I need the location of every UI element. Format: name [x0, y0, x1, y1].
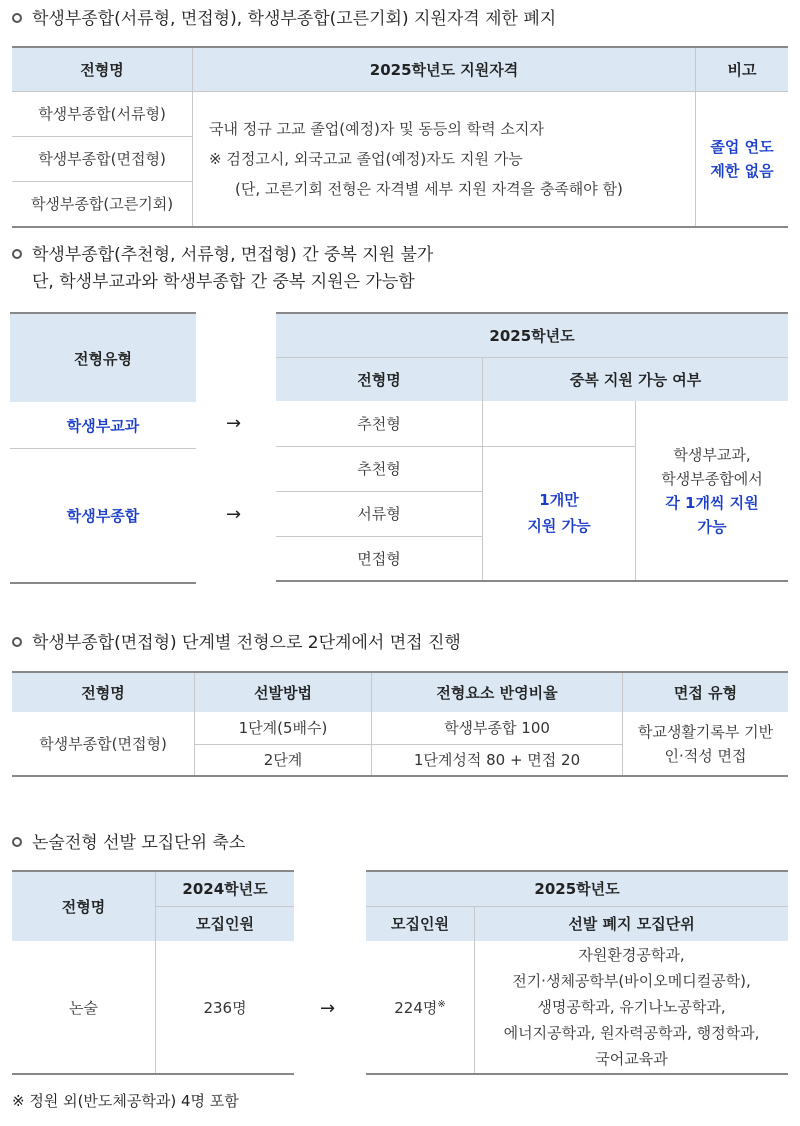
qualification-cell: 국내 정규 고교 졸업(예정)자 및 동등의 학력 소지자 ※ 검정고시, 외국고교 졸업(예정)자도 지원 가능 (단, 고른기회 전형은 자격별 세부 지원 자격을 충족해야 함)	[193, 91, 696, 227]
table-cell: 학생부종합(고른기회)	[12, 181, 193, 227]
arrow-right-icon: →	[226, 504, 242, 525]
arrow-right-icon: →	[320, 998, 336, 1019]
essay-2024-table	[12, 870, 294, 1075]
footnote: ※ 정원 외(반도체공학과) 4명 포함	[12, 1092, 239, 1110]
type-cell: 학생부종합	[10, 449, 196, 584]
table-cell: 224명※	[366, 941, 475, 1074]
table-cell: 학생부종합(면접형)	[12, 136, 193, 181]
header-cell: 전형명	[12, 47, 193, 91]
circle-bullet-icon	[12, 249, 22, 259]
header-cell: 2025학년도 지원자격	[193, 47, 696, 91]
table-cell: 논술	[12, 941, 156, 1074]
section-2-heading: 학생부종합(추천형, 서류형, 면접형) 간 중복 지원 불가 단, 학생부교과와 학생부종합 간 중복 지원은 가능함	[12, 242, 800, 296]
duplicate-table	[276, 312, 788, 582]
header-cell: 모집인원	[156, 906, 295, 941]
header-cell: 전형명	[12, 871, 156, 941]
section-4-heading: 논술전형 선발 모집단위 축소	[12, 830, 800, 857]
type-cell: 학생부교과	[10, 402, 196, 449]
each-cell: 학생부교과, 학생부종합에서 각 1개씩 지원 가능	[661, 445, 763, 536]
section-1	[0, 6, 800, 33]
header-cell: 2025학년도	[366, 871, 788, 906]
interview-cell: 학교생활기록부 기반 인·적성 면접	[637, 722, 774, 765]
header-cell: 2025학년도	[276, 313, 788, 357]
section-3-heading: 학생부종합(면접형) 단계별 전형으로 2단계에서 면접 진행	[12, 630, 800, 657]
header-cell: 선발 폐지 모집단위	[475, 906, 789, 941]
type-table	[10, 312, 196, 584]
section-1-heading: 학생부종합(서류형, 면접형), 학생부종합(고른기회) 지원자격 제한 폐지	[12, 6, 800, 33]
table-cell: 추천형	[276, 446, 483, 491]
section-4	[0, 830, 800, 857]
header-cell: 전형명	[12, 672, 195, 712]
table-cell: 학생부종합(면접형)	[12, 712, 195, 776]
circle-bullet-icon	[12, 837, 22, 847]
table-cell: 1단계성적 80 + 면접 20	[372, 744, 623, 776]
table-cell: 학생부종합 100	[372, 712, 623, 744]
remark-cell: 졸업 연도 제한 없음	[696, 91, 789, 227]
section-3	[0, 630, 800, 657]
header-cell: 2024학년도	[156, 871, 295, 906]
table-cell	[483, 401, 636, 446]
table-cell: 추천형	[276, 401, 483, 446]
header-cell: 전형요소 반영비율	[372, 672, 623, 712]
table-cell: 면접형	[276, 536, 483, 581]
one-cell: 1개만 지원 가능	[483, 446, 636, 581]
header-cell: 전형유형	[10, 312, 196, 402]
header-cell: 전형명	[276, 357, 483, 401]
arrow-right-icon: →	[226, 413, 242, 434]
section-2	[0, 242, 800, 296]
header-cell: 면접 유형	[623, 672, 789, 712]
units-cell: 자원환경공학과, 전기·생체공학부(바이오메디컬공학), 생명공학과, 유기나노공학과, 에너지공학과, 원자력공학과, 행정학과, 국어교육과	[503, 946, 760, 1068]
table-cell: 1단계(5배수)	[195, 712, 372, 744]
table-cell: 236명	[203, 998, 247, 1017]
table-cell: 학생부종합(서류형)	[12, 91, 193, 136]
table-qualification	[12, 46, 788, 228]
header-cell: 모집인원	[366, 906, 475, 941]
table-cell: 서류형	[276, 491, 483, 536]
circle-bullet-icon	[12, 637, 22, 647]
essay-2025-table	[366, 870, 788, 1075]
stage-table	[12, 671, 788, 777]
header-cell: 선발방법	[195, 672, 372, 712]
header-cell: 비고	[696, 47, 789, 91]
table-cell: 2단계	[195, 744, 372, 776]
circle-bullet-icon	[12, 13, 22, 23]
header-cell: 중복 지원 가능 여부	[483, 357, 789, 401]
